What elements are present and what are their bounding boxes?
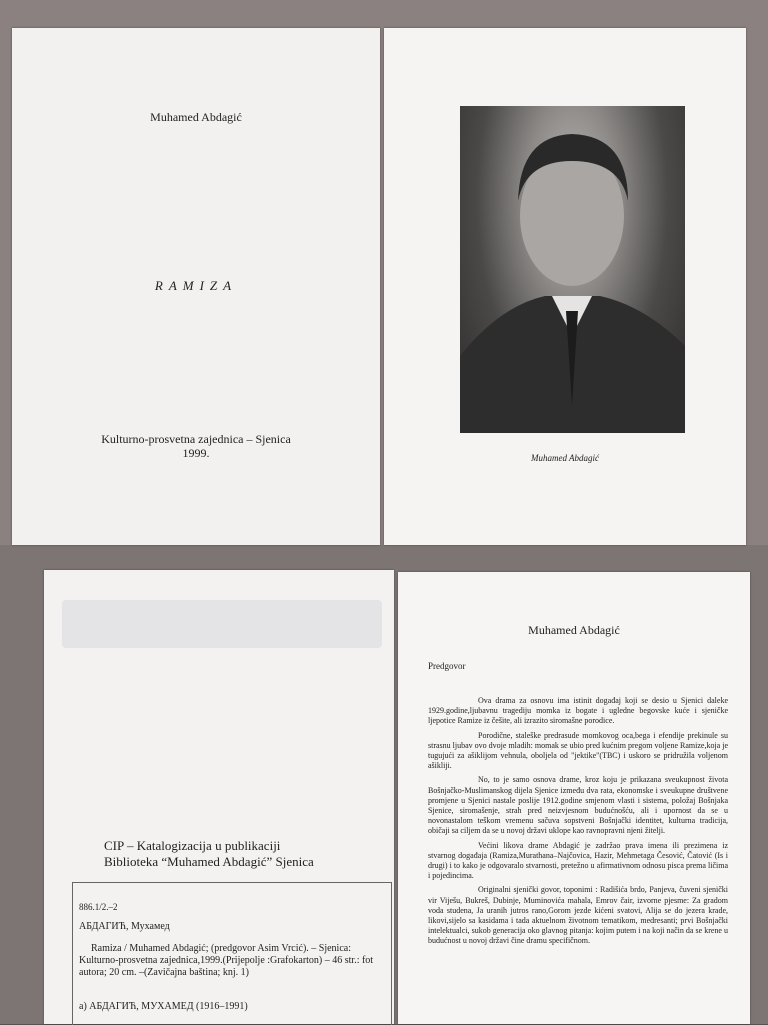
preface-author-heading: Muhamed Abdagić	[528, 623, 620, 637]
cip-line-2: Biblioteka “Muhamed Abdagić” Sjenica	[104, 854, 314, 869]
author-portrait-photo	[460, 106, 685, 433]
catalog-number: 886.1/2.–2	[79, 902, 118, 912]
publisher-block	[12, 432, 380, 460]
preface-body	[428, 696, 728, 951]
cip-line-1: CIP – Katalogizacija u publikaciji	[104, 838, 281, 853]
portrait-caption: Muhamed Abdagić	[530, 453, 600, 463]
publisher-name: Kulturno-prosvetna zajednica – Sjenica	[101, 432, 291, 446]
title-page	[12, 28, 380, 545]
catalog-entry: a) АБДАГИЋ, МУХАМЕД (1916–1991)	[79, 1001, 248, 1012]
portrait-silhouette	[460, 106, 685, 433]
preface-paragraph: No, to je samo osnova drame, kroz koju je prikazana sveukupnost života Bošnjačko-Muslimanskog dijela Sjenice između dva rata, ekonomske i sveukupne društvene promjene u Sjenici nastale poslije 1912.godine smjenom vlasti i sistema, položaj Bošnjaka Sjenice, siromašenje, strah pred neizvjesnom budućnošću, ali i upornost da se u novonastalom teškom vremenu sačuva sopstveni Bošnjački identitet, kulturna tradicija, običaji sa ciljem da se u novoj državi uklope kao ravnopravni njeni žitelji.	[428, 775, 728, 836]
catalog-description: Ramiza / Muhamed Abdagić; (predgovor Asim Vrcić). – Sjenica: Kulturno-prosvetna zajednica,1999.(Prijepolje :Grafokarton) – 46 str.: fot autora; 20 cm. –(Zavičajna baština; knj. 1)	[79, 943, 374, 978]
preface-paragraph: Ova drama za osnovu ima istinit događaj koji se desio u Sjenici daleke 1929.godine,ljubavnu tragediju momka iz bogate i ugledne begovske kuće i sjeničke ljepotice Ramize iz češite, ali izrazito siromašne porodice.	[428, 696, 728, 726]
title-page-author: Muhamed Abdagić	[150, 110, 242, 124]
book-title: RAMIZA	[154, 278, 238, 293]
catalog-card	[72, 882, 392, 1025]
portrait-page	[384, 28, 746, 545]
preface-paragraph: Originalni sjenički govor, toponimi : Radišića brdo, Panjeva, čuveni sjenički vir Viješu, Bukreš, Dubinje, Muminovića mahala, Emrov čair, izvorne pjesme: Za gradom voda studena, Ja uranih jutros rano,Gorom jezde kićeni svatovi, Alija se do jezera krade, likovi,sijelo sa kasidama i tada aktuelnom životnom tematikom, medresanti; prvi Bošnjački intelektualci, sukob generacija oko glavnog pitanja: kojim putem i na koji način da se krene u budućnost u novoj državi čine dramu specifičnom.	[428, 885, 728, 946]
preface-paragraph: Porodične, staleške predrasude momkovog oca,bega i efendije prekinule su strasnu ljubav ovo dvoje mladih: momak se ubio pred kućnim pregom voljene Ramize,koja je tugujući za ašiklijom vehnula, oboljela od "jektike"(TBC) i uskoro se pridružila voljenom ašikliji.	[428, 730, 728, 771]
publication-year: 1999.	[182, 446, 210, 460]
preface-label: Predgovor	[428, 661, 466, 671]
preface-paragraph: Većini likova drame Abdagić je zadržao prava imena ili prezimena iz stvarnog događaja (Ramiza,Murathana–Najčovica, Hazir, Mehmetaga Česović, Čatović (Is i drugi) i to kako je odgovaralo stvarnosti, pretežno u afirmativnom odnosu pisca prema ličima i pojedincima.	[428, 840, 728, 881]
catalog-heading: АБДАГИЋ, Мухамед	[79, 921, 170, 932]
cip-header	[104, 838, 314, 870]
cip-page	[44, 570, 394, 1024]
preface-page	[398, 572, 750, 1024]
page-stain	[62, 600, 382, 648]
